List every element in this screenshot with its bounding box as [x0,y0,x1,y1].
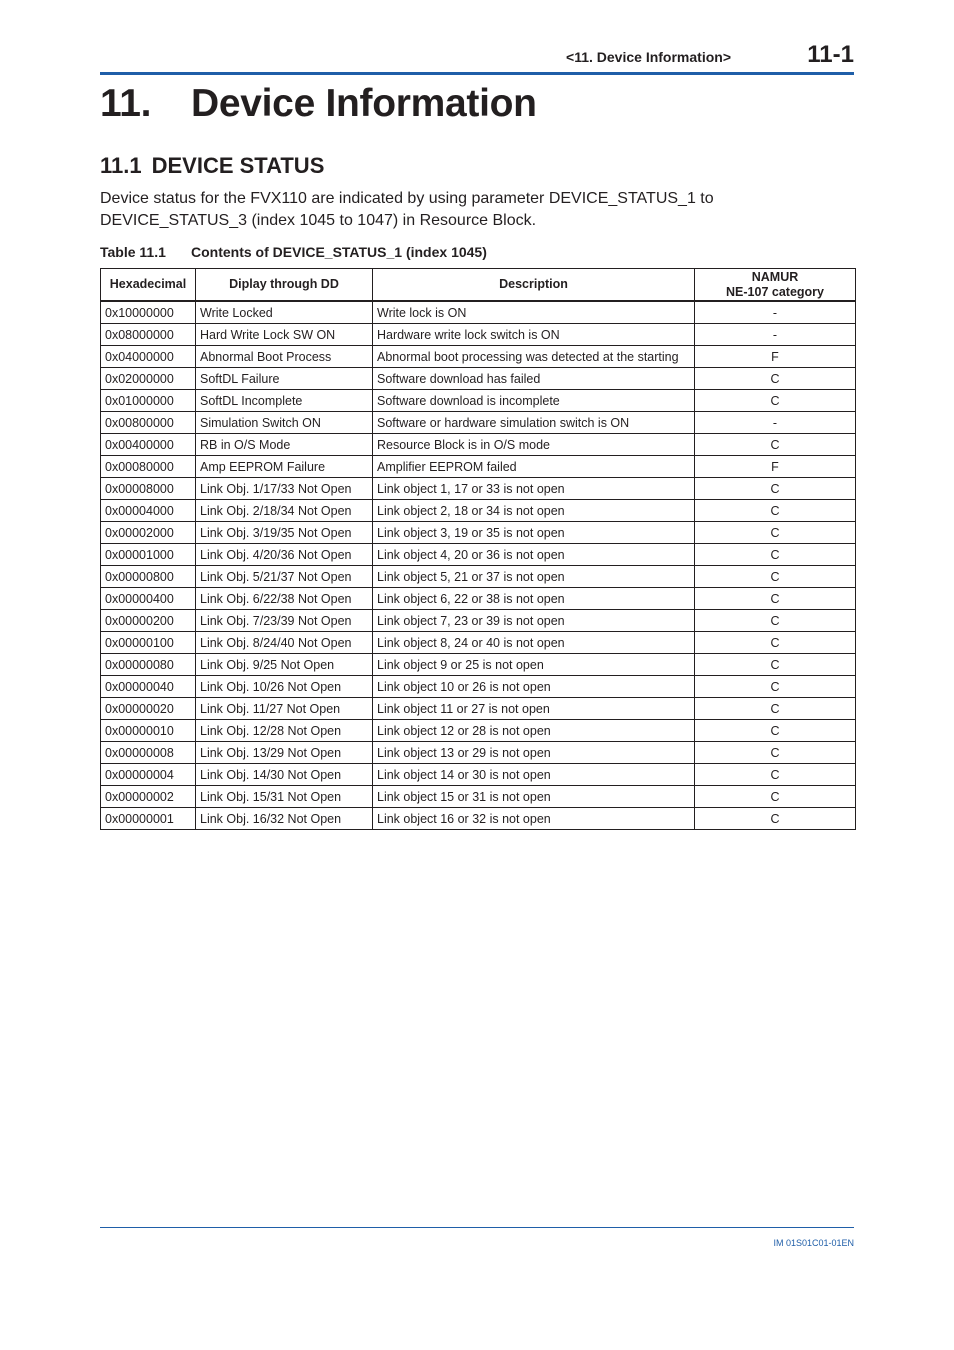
display-cell: Write Locked [196,301,373,324]
header-display: Diplay through DD [196,269,373,302]
table-row [101,522,856,544]
description-cell: Link object 5, 21 or 37 is not open [373,566,695,588]
category-cell: C [695,632,856,654]
description-cell: Link object 3, 19 or 35 is not open [373,522,695,544]
table-row [101,632,856,654]
description-cell: Link object 13 or 29 is not open [373,742,695,764]
table-row [101,324,856,346]
display-cell: Link Obj. 6/22/38 Not Open [196,588,373,610]
description-cell: Link object 4, 20 or 36 is not open [373,544,695,566]
table-row [101,566,856,588]
page-number: 11-1 [807,41,854,68]
footer-rule [100,1227,854,1228]
description-cell: Link object 15 or 31 is not open [373,786,695,808]
hex-cell: 0x00000004 [101,764,196,786]
display-cell: Link Obj. 3/19/35 Not Open [196,522,373,544]
hex-cell: 0x00800000 [101,412,196,434]
hex-cell: 0x00000002 [101,786,196,808]
display-cell: Link Obj. 7/23/39 Not Open [196,610,373,632]
header-namur-category [695,269,856,302]
description-cell: Link object 8, 24 or 40 is not open [373,632,695,654]
category-cell: - [695,412,856,434]
description-cell: Software or hardware simulation switch is ON [373,412,695,434]
section-number: 11.1 [100,153,142,178]
category-cell: - [695,324,856,346]
hex-cell: 0x00000001 [101,808,196,830]
display-cell: SoftDL Incomplete [196,390,373,412]
description-cell: Link object 14 or 30 is not open [373,764,695,786]
description-cell: Hardware write lock switch is ON [373,324,695,346]
display-cell: Link Obj. 1/17/33 Not Open [196,478,373,500]
display-cell: Link Obj. 14/30 Not Open [196,764,373,786]
display-cell: Link Obj. 16/32 Not Open [196,808,373,830]
hex-cell: 0x04000000 [101,346,196,368]
table-row [101,786,856,808]
description-cell: Link object 11 or 27 is not open [373,698,695,720]
table-caption [100,244,487,260]
description-cell: Link object 16 or 32 is not open [373,808,695,830]
description-cell: Link object 6, 22 or 38 is not open [373,588,695,610]
table-row [101,301,856,324]
table-row [101,610,856,632]
category-cell: C [695,478,856,500]
hex-cell: 0x00400000 [101,434,196,456]
table-row [101,544,856,566]
description-cell: Link object 12 or 28 is not open [373,720,695,742]
hex-cell: 0x00000080 [101,654,196,676]
display-cell: Simulation Switch ON [196,412,373,434]
display-cell: Link Obj. 5/21/37 Not Open [196,566,373,588]
display-cell: Link Obj. 10/26 Not Open [196,676,373,698]
display-cell: Link Obj. 13/29 Not Open [196,742,373,764]
intro-paragraph: Device status for the FVX110 are indicated by using parameter DEVICE_STATUS_1 to DEVICE_STATUS_3 (index 1045 to 1047) in Resource Block. [100,190,714,229]
hex-cell: 0x00000020 [101,698,196,720]
table-row [101,346,856,368]
table-row [101,720,856,742]
hex-cell: 0x02000000 [101,368,196,390]
description-cell: Software download is incomplete [373,390,695,412]
category-cell: C [695,500,856,522]
table-row [101,390,856,412]
description-cell: Link object 10 or 26 is not open [373,676,695,698]
table-header-row [101,269,856,302]
table-row [101,478,856,500]
category-cell: F [695,346,856,368]
table-row [101,676,856,698]
table-row [101,654,856,676]
category-cell: C [695,566,856,588]
table-row [101,434,856,456]
document-number: IM 01S01C01-01EN [773,1238,854,1248]
header-namur-line1: NAMUR [751,269,799,284]
category-cell: C [695,588,856,610]
chapter-number: 11. [100,82,152,125]
section-title-text: DEVICE STATUS [151,153,325,178]
hex-cell: 0x00080000 [101,456,196,478]
display-cell: Link Obj. 15/31 Not Open [196,786,373,808]
description-cell: Link object 1, 17 or 33 is not open [373,478,695,500]
display-cell: Amp EEPROM Failure [196,456,373,478]
chapter-title [100,82,537,126]
category-cell: C [695,544,856,566]
category-cell: C [695,808,856,830]
hex-cell: 0x00000040 [101,676,196,698]
table-caption-number: Table 11.1 [100,244,166,260]
table-row [101,412,856,434]
category-cell: C [695,654,856,676]
hex-cell: 0x00001000 [101,544,196,566]
hex-cell: 0x00000400 [101,588,196,610]
description-cell: Software download has failed [373,368,695,390]
category-cell: C [695,368,856,390]
description-cell: Link object 7, 23 or 39 is not open [373,610,695,632]
category-cell: F [695,456,856,478]
display-cell: Link Obj. 4/20/36 Not Open [196,544,373,566]
description-cell: Link object 2, 18 or 34 is not open [373,500,695,522]
header-description: Description [373,269,695,302]
table-body [101,301,856,830]
description-cell: Resource Block is in O/S mode [373,434,695,456]
display-cell: Abnormal Boot Process [196,346,373,368]
category-cell: C [695,522,856,544]
category-cell: - [695,301,856,324]
table-row [101,500,856,522]
header-namur-line2: NE-107 category [726,284,824,299]
display-cell: Link Obj. 11/27 Not Open [196,698,373,720]
hex-cell: 0x01000000 [101,390,196,412]
description-cell: Abnormal boot processing was detected at the starting [373,346,695,368]
table-row [101,368,856,390]
display-cell: Link Obj. 12/28 Not Open [196,720,373,742]
display-cell: Link Obj. 2/18/34 Not Open [196,500,373,522]
header-hexadecimal: Hexadecimal [101,269,196,302]
category-cell: C [695,676,856,698]
table-caption-title: Contents of DEVICE_STATUS_1 (index 1045) [191,244,487,260]
hex-cell: 0x00004000 [101,500,196,522]
section-title [100,153,324,179]
display-cell: Hard Write Lock SW ON [196,324,373,346]
table-row [101,588,856,610]
category-cell: C [695,786,856,808]
display-cell: Link Obj. 8/24/40 Not Open [196,632,373,654]
hex-cell: 0x00000200 [101,610,196,632]
hex-cell: 0x00000100 [101,632,196,654]
table-row [101,764,856,786]
running-header [100,40,854,75]
category-cell: C [695,390,856,412]
hex-cell: 0x00000800 [101,566,196,588]
hex-cell: 0x00002000 [101,522,196,544]
description-cell: Amplifier EEPROM failed [373,456,695,478]
hex-cell: 0x08000000 [101,324,196,346]
table-row [101,742,856,764]
description-cell: Link object 9 or 25 is not open [373,654,695,676]
display-cell: Link Obj. 9/25 Not Open [196,654,373,676]
table-row [101,698,856,720]
display-cell: SoftDL Failure [196,368,373,390]
hex-cell: 0x10000000 [101,301,196,324]
category-cell: C [695,610,856,632]
category-cell: C [695,742,856,764]
table-row [101,456,856,478]
device-status-table [100,268,856,830]
description-cell: Write lock is ON [373,301,695,324]
category-cell: C [695,434,856,456]
display-cell: RB in O/S Mode [196,434,373,456]
category-cell: C [695,764,856,786]
hex-cell: 0x00008000 [101,478,196,500]
running-section-title: <11. Device Information> [566,49,731,65]
hex-cell: 0x00000010 [101,720,196,742]
category-cell: C [695,698,856,720]
hex-cell: 0x00000008 [101,742,196,764]
chapter-title-text: Device Information [191,82,537,125]
table-row [101,808,856,830]
category-cell: C [695,720,856,742]
